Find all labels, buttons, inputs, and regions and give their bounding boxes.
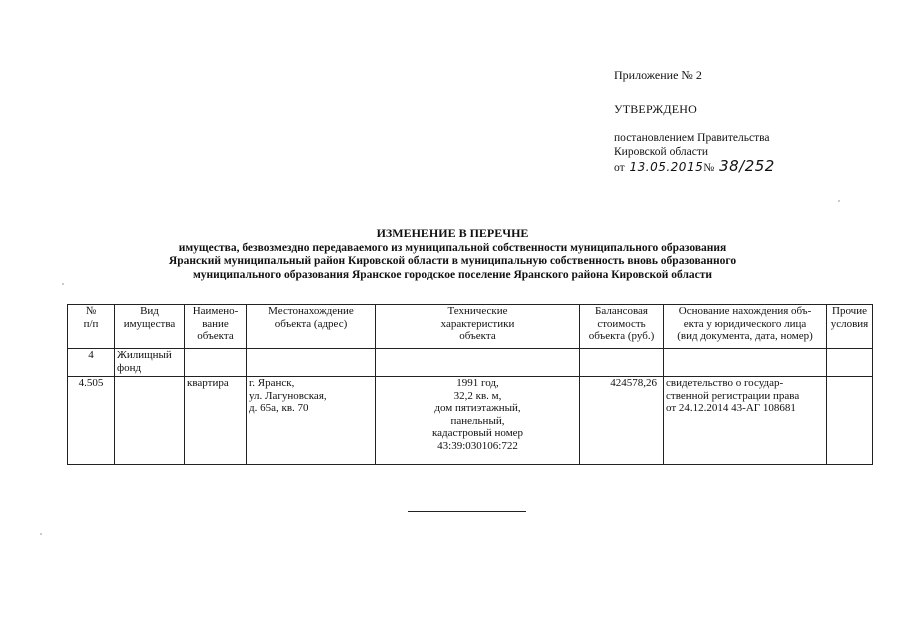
- date-prefix: от: [614, 162, 625, 174]
- cell-book-value: [580, 349, 664, 377]
- document-title: [120, 227, 785, 282]
- header-property-type: Вид имущества: [115, 305, 185, 349]
- number-sign: №: [703, 162, 715, 174]
- cell-other-conditions: [827, 349, 873, 377]
- property-table: [67, 304, 873, 465]
- header-technical-specs: Технические характеристики объекта: [376, 305, 580, 349]
- approved-stamp-label: УТВЕРЖДЕНО: [614, 102, 698, 116]
- annex-label: Приложение № 2: [614, 68, 702, 82]
- cell-object-name: [185, 349, 247, 377]
- cell-property-type: [115, 377, 185, 465]
- header-number: № п/п: [68, 305, 115, 349]
- decree-line-1: постановлением Правительства: [614, 132, 770, 144]
- header-other-conditions: Прочие условия: [827, 305, 873, 349]
- table-header-row: [68, 305, 873, 349]
- cell-legal-basis: [664, 349, 827, 377]
- scan-speck: [62, 283, 64, 285]
- handwritten-number: 38/252: [719, 157, 775, 175]
- title-line-3: Яранский муниципальный район Кировской области в муниципальную собственность вновь образованного: [168, 255, 737, 267]
- cell-number: 4: [68, 349, 115, 377]
- handwritten-date: 13.05.2015: [629, 160, 704, 174]
- table-row: [68, 377, 873, 465]
- title-line-2: имущества, безвозмездно передаваемого из муниципальной собственности муниципального образования: [178, 241, 727, 254]
- scan-speck: [40, 533, 42, 535]
- cell-location: г. Яранск, ул. Лагуновская, д. 65а, кв. 70: [247, 377, 376, 465]
- separator-line: [408, 511, 526, 512]
- decree-line-2: Кировской области: [614, 146, 709, 158]
- cell-book-value: 424578,26: [580, 377, 664, 465]
- header-object-name: Наимено- вание объекта: [185, 305, 247, 349]
- header-location: Местонахождение объекта (адрес): [247, 305, 376, 349]
- cell-technical-specs: 1991 год, 32,2 кв. м, дом пятиэтажный, панельный, кадастровый номер 43:39:030106:722: [376, 377, 580, 465]
- scan-speck: [838, 200, 840, 202]
- cell-other-conditions: [827, 377, 873, 465]
- cell-location: [247, 349, 376, 377]
- cell-technical-specs: [376, 349, 580, 377]
- cell-property-type: Жилищный фонд: [115, 349, 185, 377]
- cell-object-name: квартира: [185, 377, 247, 465]
- header-book-value: Балансовая стоимость объекта (руб.): [580, 305, 664, 349]
- decree-date-line: [614, 159, 775, 175]
- cell-number: 4.505: [68, 377, 115, 465]
- title-heading: ИЗМЕНЕНИЕ В ПЕРЕЧНЕ: [376, 226, 529, 240]
- table-row: [68, 349, 873, 377]
- cell-legal-basis: свидетельство о государ- ственной регистрации права от 24.12.2014 43-АГ 108681: [664, 377, 827, 465]
- title-line-4: муниципального образования Яранское городское поселение Яранского района Кировской области: [192, 268, 713, 281]
- header-legal-basis: Основание нахождения объ- екта у юридического лица (вид документа, дата, номер): [664, 305, 827, 349]
